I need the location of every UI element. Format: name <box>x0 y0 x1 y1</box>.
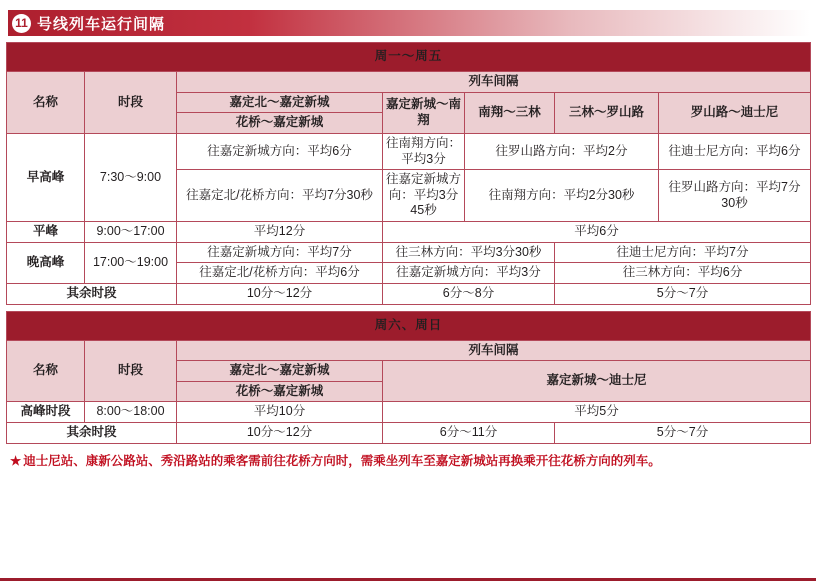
cell-evening-c2: 往三林方向：平均6分 <box>555 263 811 284</box>
table-row <box>7 423 811 444</box>
row-period-morning-peak: 7:30～9:00 <box>85 133 177 221</box>
row-period-evening-peak: 17:00～19:00 <box>85 242 177 283</box>
cell-morning-b2: 往嘉定新城方向：平均3分45秒 <box>383 170 465 222</box>
weekend-band-title: 周六、周日 <box>7 311 811 340</box>
header-section-luoshan-disney: 罗山路～迪士尼 <box>659 92 811 133</box>
cell-weekend-other-v3: 5分～7分 <box>555 423 811 444</box>
table-row <box>7 340 811 361</box>
row-label-peak-weekend: 高峰时段 <box>7 402 85 423</box>
table-row <box>7 133 811 169</box>
row-label-offpeak: 平峰 <box>7 222 85 243</box>
header-section-jiading-north-weekend: 嘉定北～嘉定新城 <box>177 361 383 382</box>
table-row <box>7 222 811 243</box>
header-section-sanlin-luoshan: 三林～罗山路 <box>555 92 659 133</box>
page-title-bar <box>8 10 810 36</box>
cell-evening-b2: 往嘉定新城方向：平均3分 <box>383 263 555 284</box>
header-period-weekend: 时段 <box>85 340 177 402</box>
row-label-morning-peak: 早高峰 <box>7 133 85 221</box>
header-section-huaqiao-newcity: 花桥～嘉定新城 <box>177 113 383 134</box>
cell-morning-c1: 往罗山路方向：平均2分 <box>465 133 659 169</box>
row-label-evening-peak: 晚高峰 <box>7 242 85 283</box>
cell-weekend-other-v1: 10分～12分 <box>177 423 383 444</box>
table-row <box>7 242 811 263</box>
cell-morning-b1: 往南翔方向：平均3分 <box>383 133 465 169</box>
row-label-other-periods: 其余时段 <box>7 283 177 304</box>
row-period-offpeak: 9:00～17:00 <box>85 222 177 243</box>
cell-weekend-peak-left: 平均10分 <box>177 402 383 423</box>
table-row <box>7 283 811 304</box>
cell-morning-a1: 往嘉定新城方向：平均6分 <box>177 133 383 169</box>
cell-morning-d2: 往罗山路方向：平均7分30秒 <box>659 170 811 222</box>
table-row <box>7 311 811 340</box>
header-name: 名称 <box>7 72 85 134</box>
header-interval-group-weekend: 列车间隔 <box>177 340 811 361</box>
header-section-huaqiao-newcity-weekend: 花桥～嘉定新城 <box>177 381 383 402</box>
cell-evening-a1: 往嘉定新城方向：平均7分 <box>177 242 383 263</box>
row-period-peak-weekend: 8:00～18:00 <box>85 402 177 423</box>
cell-offpeak-right: 平均6分 <box>383 222 811 243</box>
line-number-badge: 11 <box>12 14 31 33</box>
header-section-jiading-north: 嘉定北～嘉定新城 <box>177 92 383 113</box>
cell-other-v1: 10分～12分 <box>177 283 383 304</box>
cell-weekend-peak-right: 平均5分 <box>383 402 811 423</box>
header-section-newcity-nanxiang: 嘉定新城～南翔 <box>383 92 465 133</box>
table-row <box>7 402 811 423</box>
cell-morning-c2: 往南翔方向：平均2分30秒 <box>465 170 659 222</box>
weekday-band-title: 周一～周五 <box>7 43 811 72</box>
star-icon: ★ <box>10 453 22 468</box>
cell-evening-a2: 往嘉定北/花桥方向：平均6分 <box>177 263 383 284</box>
cell-offpeak-left: 平均12分 <box>177 222 383 243</box>
cell-weekend-other-v2: 6分～11分 <box>383 423 555 444</box>
header-section-newcity-disney: 嘉定新城～迪士尼 <box>383 361 811 402</box>
header-period: 时段 <box>85 72 177 134</box>
table-row <box>7 43 811 72</box>
cell-morning-a2: 往嘉定北/花桥方向：平均7分30秒 <box>177 170 383 222</box>
weekday-schedule-table <box>6 42 811 305</box>
cell-other-v3: 5分～7分 <box>555 283 811 304</box>
header-section-nanxiang-sanlin: 南翔～三林 <box>465 92 555 133</box>
cell-other-v2: 6分～8分 <box>383 283 555 304</box>
row-label-other-weekend: 其余时段 <box>7 423 177 444</box>
cell-evening-c1: 往迪士尼方向：平均7分 <box>555 242 811 263</box>
weekend-schedule-table <box>6 311 811 444</box>
header-name-weekend: 名称 <box>7 340 85 402</box>
footnote <box>10 453 810 469</box>
cell-morning-d1: 往迪士尼方向：平均6分 <box>659 133 811 169</box>
header-interval-group: 列车间隔 <box>177 72 811 93</box>
table-row <box>7 72 811 93</box>
page-title: 号线列车运行间隔 <box>37 15 166 33</box>
cell-evening-b1: 往三林方向：平均3分30秒 <box>383 242 555 263</box>
schedule-page <box>0 10 816 581</box>
footnote-text: 迪士尼站、康新公路站、秀沿路站的乘客需前往花桥方向时，需乘坐列车至嘉定新城站再换乘开往花桥方向的列车。 <box>23 453 661 468</box>
